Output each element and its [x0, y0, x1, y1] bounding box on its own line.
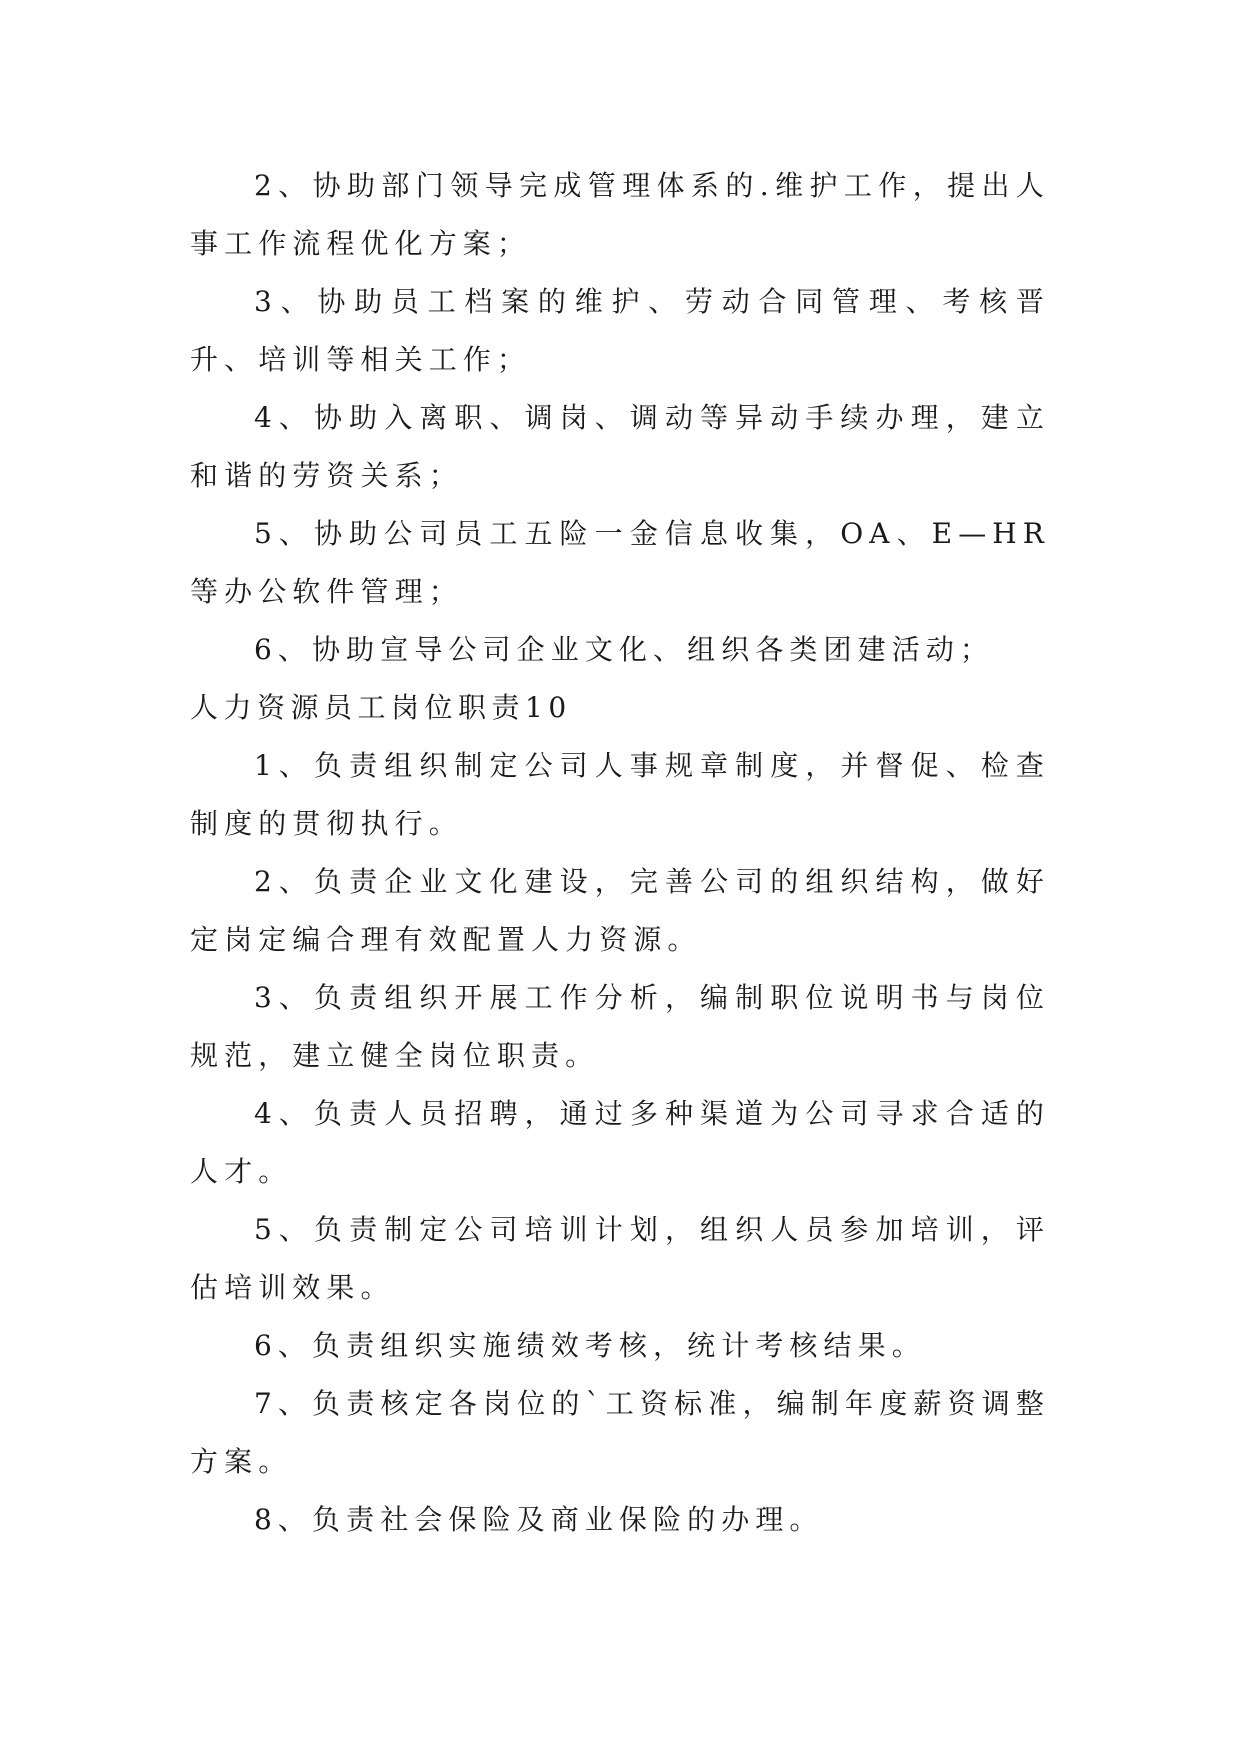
- paragraph-item: 3、协助员工档案的维护、劳动合同管理、考核晋升、培训等相关工作；: [190, 285, 1050, 376]
- paragraph-item: 3、负责组织开展工作分析，编制职位说明书与岗位规范，建立健全岗位职责。: [190, 981, 1050, 1072]
- paragraph-item: 5、协助公司员工五险一金信息收集，OA、E—HR等办公软件管理；: [190, 517, 1050, 608]
- paragraph-item: 2、负责企业文化建设，完善公司的组织结构，做好定岗定编合理有效配置人力资源。: [190, 865, 1050, 956]
- paragraph-item: 7、负责核定各岗位的`工资标准，编制年度薪资调整方案。: [190, 1387, 1050, 1478]
- section-title: 人力资源员工岗位职责10: [190, 691, 572, 724]
- paragraph-item: 6、协助宣导公司企业文化、组织各类团建活动；: [254, 633, 995, 666]
- paragraph-item: 6、负责组织实施绩效考核，统计考核结果。: [254, 1329, 926, 1362]
- paragraph-item: 1、负责组织制定公司人事规章制度，并督促、检查制度的贯彻执行。: [190, 749, 1050, 840]
- paragraph-item: 2、协助部门领导完成管理体系的.维护工作，提出人事工作流程优化方案；: [190, 169, 1050, 260]
- paragraph-item: 5、负责制定公司培训计划，组织人员参加培训，评估培训效果。: [190, 1213, 1050, 1304]
- paragraph-item: 4、协助入离职、调岗、调动等异动手续办理，建立和谐的劳资关系；: [190, 401, 1050, 492]
- paragraph-item: 8、负责社会保险及商业保险的办理。: [254, 1503, 824, 1536]
- document-body: [190, 157, 1050, 1549]
- paragraph-item: 4、负责人员招聘，通过多种渠道为公司寻求合适的人才。: [190, 1097, 1050, 1188]
